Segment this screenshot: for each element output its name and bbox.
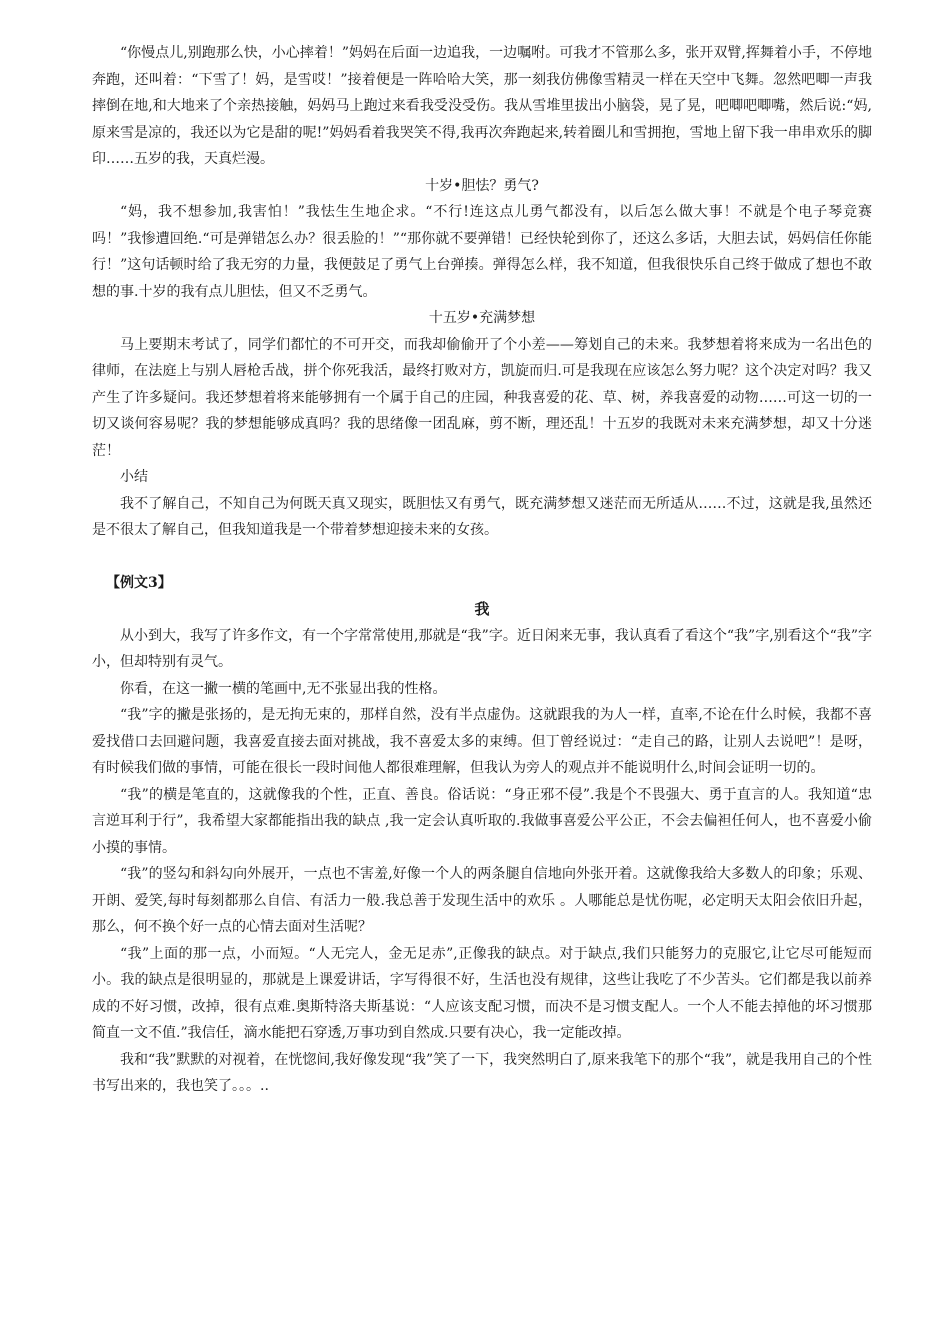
summary-paragraph: 我不了解自己，不知自己为何既天真又现实，既胆怯又有勇气，既充满梦想又迷茫而无所适从……不过，这就是我,虽然还是不很太了解自己，但我知道我是一个带着梦想迎接未来的女孩。 bbox=[92, 495, 872, 538]
paragraph-ten-years: “妈，我不想参加,我害怕！”我怯生生地企求。“不行!连这点儿勇气都没有，以后怎么做大事！不就是个电子琴竞赛吗！”我惨遭回绝.“可是弹错怎么办？很丢脸的！”“那你就不要弹错！已经快轮到你了，还这么多话，大胆去试，妈妈信任你能行！”这句话顿时给了我无穷的力量，我便鼓足了勇气上台弹揍。弹得怎么样，我不知道，但我很快乐自己终于做成了想也不敢想的事.十岁的我有点儿胆怯，但又不乏勇气。 bbox=[92, 204, 872, 300]
essay-paragraph: “我”的横是笔直的，这就像我的个性，正直、善良。俗话说：“身正邪不侵”.我是个不畏强大、勇于直言的人。我知道“忠言逆耳利于行”，我希望大家都能指出我的缺点 ,我一定会认真听取的.我做事喜爱公平公正，不会去偏袒任何人，也不喜爱小偷小摸的事情。 bbox=[92, 786, 872, 856]
section-heading-ten: 十岁•胆怯？勇气? bbox=[425, 177, 539, 194]
essay-paragraph: “我”字的撇是张扬的，是无拘无束的，那样自然，没有半点虚伪。这就跟我的为人一样，直率,不论在什么时候，我都不喜爱找借口去回避问题，我喜爱直接去面对挑战，我不喜爱太多的束缚。但丁曾经说过：“走自己的路，让别人去说吧”！是呀，有时候我们做的事情，可能在很长一段时间他人都很难理解，但我认为旁人的观点并不能说明什么,时间会证明一切的。 bbox=[92, 707, 872, 776]
essay-paragraph: 从小到大，我写了许多作文，有一个字常常使用,那就是“我”字。近日闲来无事，我认真看了看这个“我”字,别看这个“我”字小，但却特别有灵气。 bbox=[92, 627, 872, 670]
essay-paragraph: 我和“我”默默的对视着，在恍惚间,我好像发现“我”笑了一下，我突然明白了,原来我笔下的那个“我”，就是我用自己的个性书写出来的，我也笑了。。。.. bbox=[92, 1051, 872, 1094]
essay-paragraph: “我”的竖勾和斜勾向外展开，一点也不害羞,好像一个人的两条腿自信地向外张开着。这就像我给大多数人的印象；乐观、开朗、爱笑,每时每刻都那么自信、有活力一般.我总善于发现生活中的欢乐 。人哪能总是忧伤呢，必定明天太阳会依旧升起，那么，何不换个好一点的心情去面对生活呢？ bbox=[92, 866, 872, 935]
section-heading-fifteen: 十五岁•充满梦想 bbox=[428, 310, 536, 326]
spacer bbox=[92, 544, 872, 570]
essay-paragraph: “我”上面的那一点，小而短。“人无完人，金无足赤”,正像我的缺点。对于缺点,我们只能努力的克服它,让它尽可能短而小。我的缺点是很明显的，那就是上课爱讲话，字写得很不好，生活也没有规律，这些让我吃了不少苦头。它们都是我以前养成的不好习惯，改掉，很有点难.奥斯特洛夫斯基说：“人应该支配习惯，而决不是习惯支配人。一个人不能去掉他的坏习惯那简直一文不值.”我信任，滴水能把石穿透,万事功到自然成.只要有决心，我一定能改掉。 bbox=[92, 945, 872, 1041]
essay-title: 我 bbox=[474, 600, 490, 618]
essay-paragraph: 你看，在这一撇一横的笔画中,无不张显出我的性格。 bbox=[120, 680, 447, 697]
summary-label: 小结 bbox=[120, 469, 148, 485]
example-label: 【例文3】 bbox=[106, 574, 172, 591]
document-page bbox=[92, 40, 872, 1100]
paragraph-fifteen-years: 马上要期末考试了，同学们都忙的不可开交，而我却偷偷开了个小差——筹划自己的未来。我梦想着将来成为一名出色的律师，在法庭上与别人唇枪舌战，拼个你死我活，最终打败对方，凯旋而归.可是我现在应该怎么努力呢？这个决定对吗？我又产生了许多疑问。我还梦想着将来能够拥有一个属于自己的庄园，种我喜爱的花、草、树，养我喜爱的动物……可这一切的一切又谈何容易呢？我的梦想能够成真吗？我的思绪像一团乱麻，剪不断，理还乱！十五岁的我既对未来充满梦想，却又十分迷茫！ bbox=[92, 336, 872, 459]
paragraph-five-years: “你慢点儿,别跑那么快，小心摔着！”妈妈在后面一边追我，一边嘱咐。可我才不管那么多，张开双臂,挥舞着小手，不停地奔跑，还叫着：“下雪了！妈，是雪哎！”接着便是一阵哈哈大笑，那一刻我仿佛像雪精灵一样在天空中飞舞。忽然吧唧一声我摔倒在地,和大地来了个亲热接触，妈妈马上跑过来看我受没受伤。我从雪堆里拔出小脑袋，晃了晃，吧唧吧唧嘴，然后说:“妈,原来雪是凉的，我还以为它是甜的呢!”妈妈看着我哭笑不得,我再次奔跑起来,转着圈儿和雪拥抱，雪地上留下我一串串欢乐的脚印……五岁的我，天真烂漫。 bbox=[92, 45, 872, 167]
